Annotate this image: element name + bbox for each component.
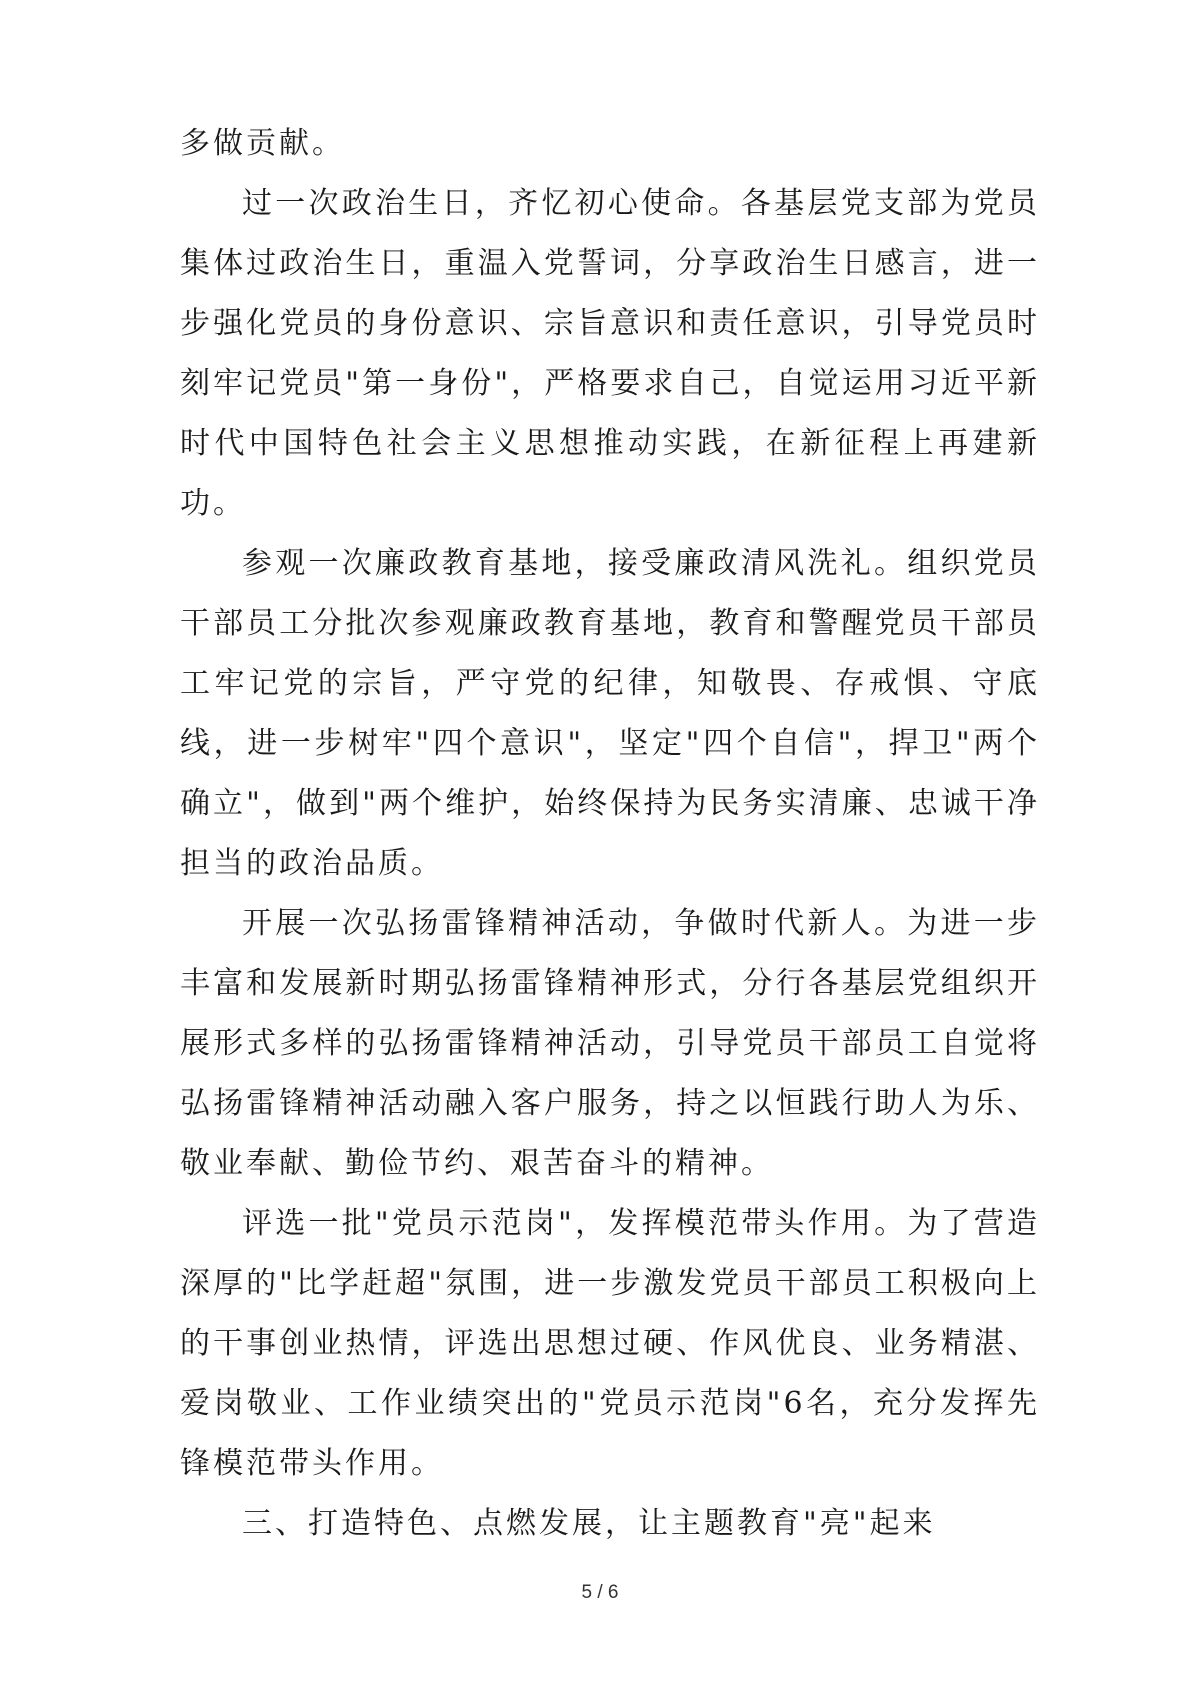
paragraph-political-birthday: 过一次政治生日，齐忆初心使命。各基层党支部为党员集体过政治生日，重温入党誓词，分享政治生日感言，进一步强化党员的身份意识、宗旨意识和责任意识，引导党员时刻牢记党员"第一身份"，严格要求自己，自觉运用习近平新时代中国特色社会主义思想推动实践，在新征程上再建新功。 (180, 186, 1040, 521)
document-body (180, 114, 1040, 1554)
page-number: 5 / 6 (581, 1582, 619, 1603)
paragraph-model-post: 评选一批"党员示范岗"，发挥模范带头作用。为了营造深厚的"比学赶超"氛围，进一步激发党员干部员工积极向上的干事创业热情，评选出思想过硬、作风优良、业务精湛、爱岗敬业、工作业绩突出的"党员示范岗"6名，充分发挥先锋模范带头作用。 (180, 1206, 1040, 1481)
paragraph-lei-feng-spirit: 开展一次弘扬雷锋精神活动，争做时代新人。为进一步丰富和发展新时期弘扬雷锋精神形式，分行各基层党组织开展形式多样的弘扬雷锋精神活动，引导党员干部员工自觉将弘扬雷锋精神活动融入客户服务，持之以恒践行助人为乐、敬业奉献、勤俭节约、艰苦奋斗的精神。 (180, 906, 1040, 1181)
paragraph-continuation: 多做贡献。 (180, 126, 345, 161)
section-heading: 三、打造特色、点燃发展，让主题教育"亮"起来 (242, 1506, 936, 1541)
paragraph-integrity-education: 参观一次廉政教育基地，接受廉政清风洗礼。组织党员干部员工分批次参观廉政教育基地，教育和警醒党员干部员工牢记党的宗旨，严守党的纪律，知敬畏、存戒惧、守底线，进一步树牢"四个意识"，坚定"四个自信"，捍卫"两个确立"，做到"两个维护，始终保持为民务实清廉、忠诚干净担当的政治品质。 (180, 546, 1040, 881)
